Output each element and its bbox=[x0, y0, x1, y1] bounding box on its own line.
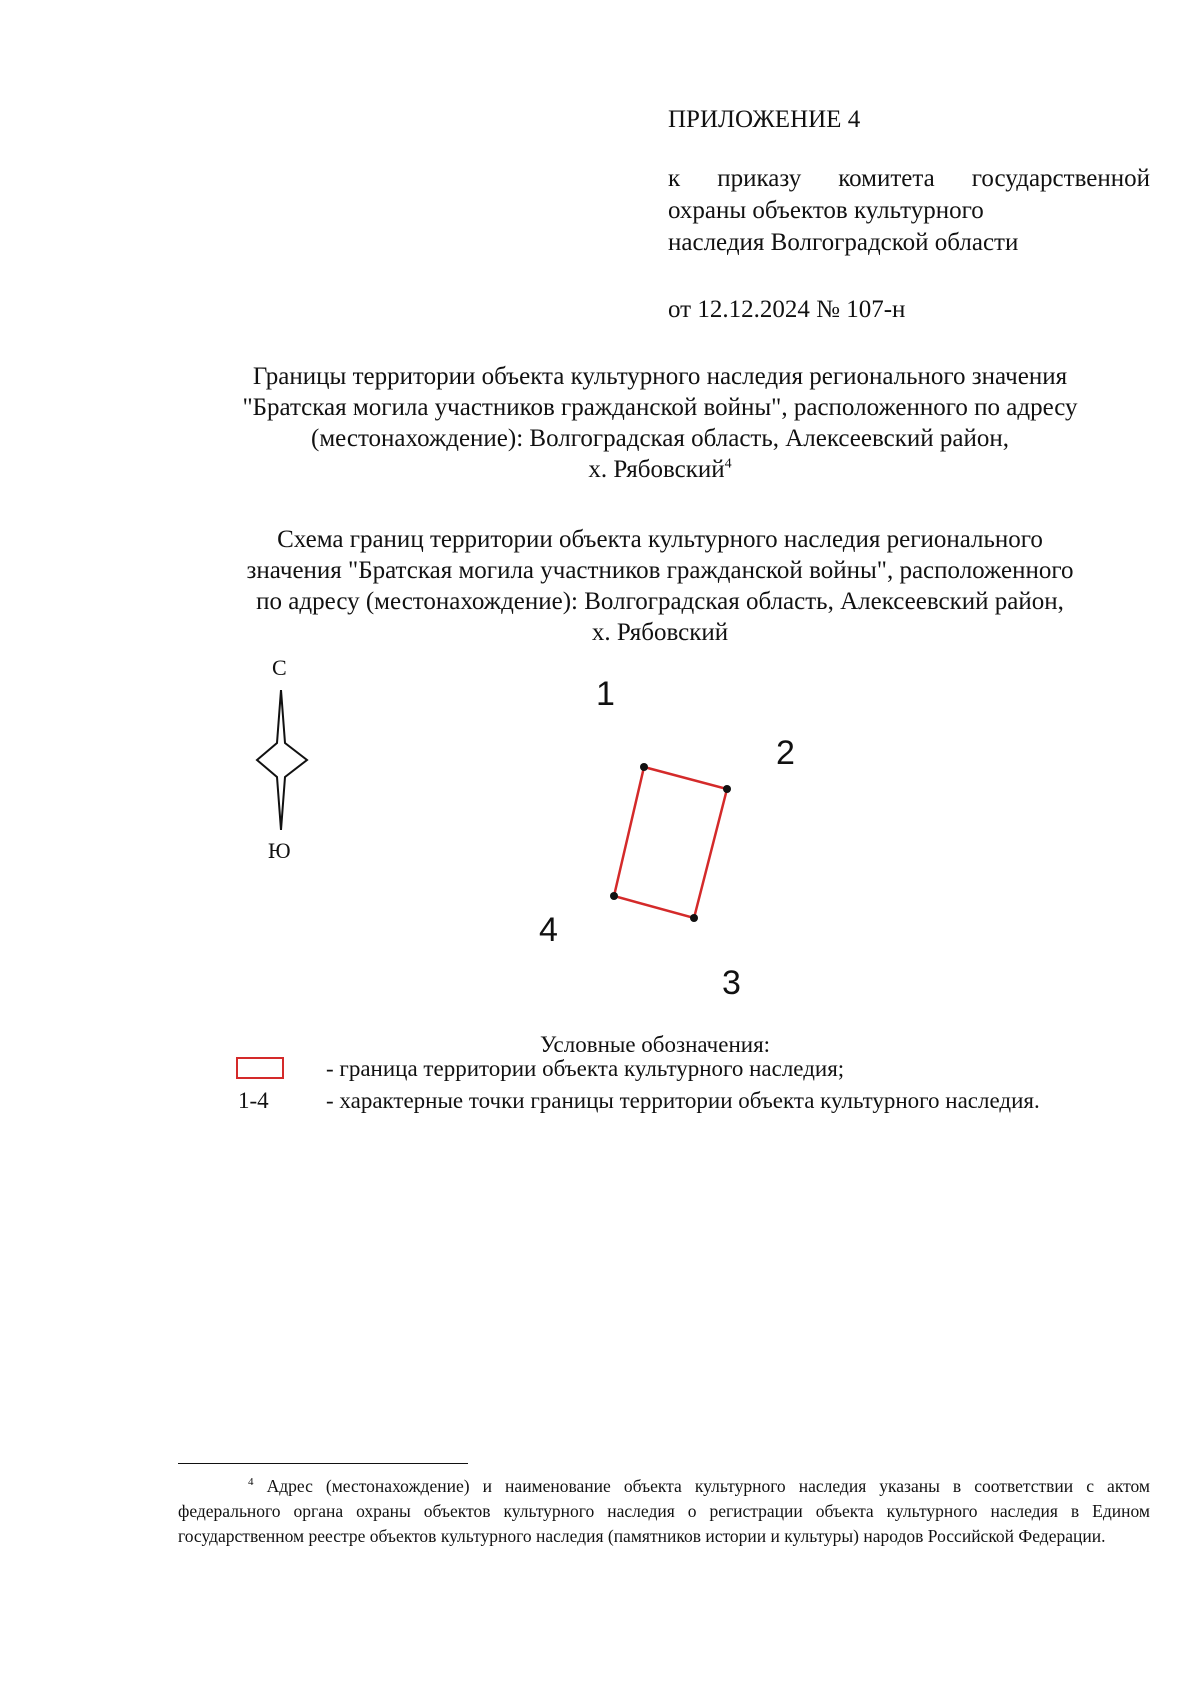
compass-rose-icon bbox=[252, 690, 312, 830]
order-date: от 12.12.2024 № 107-н bbox=[668, 296, 906, 323]
legend-title: Условные обозначения: bbox=[540, 1032, 771, 1057]
footnote-mark: 4 bbox=[248, 1476, 254, 1489]
legend-boundary-text: - граница территории объекта культурного наследия; bbox=[326, 1056, 845, 1081]
heading-line: значения "Братская могила участников гражданской войны", расположенного bbox=[246, 557, 1074, 584]
footnote bbox=[178, 1474, 1150, 1549]
order-reference-line3: наследия Волгоградской области bbox=[668, 229, 1019, 256]
order-reference-line1 bbox=[668, 163, 1150, 195]
point-label-3: 3 bbox=[722, 964, 741, 1000]
boundaries-heading bbox=[150, 361, 1170, 485]
boundary-polygon bbox=[614, 767, 727, 918]
heading-line: по адресу (местонахождение): Волгоградская область, Алексеевский район, bbox=[256, 588, 1064, 615]
boundary-scheme bbox=[520, 670, 820, 1000]
legend-points-label: 1-4 bbox=[238, 1088, 269, 1113]
order-word: государственной bbox=[971, 165, 1150, 192]
heading-line: Границы территории объекта культурного наследия регионального значения bbox=[252, 363, 1068, 390]
heading-line: (местонахождение): Волгоградская область, Алексеевский район, bbox=[311, 425, 1009, 452]
order-word: к bbox=[668, 165, 681, 192]
boundary-point-2 bbox=[723, 785, 731, 793]
boundary-point-1 bbox=[640, 763, 648, 771]
order-reference bbox=[668, 163, 1150, 259]
point-label-2: 2 bbox=[776, 734, 795, 772]
footnote-reference: 4 bbox=[724, 456, 732, 472]
order-word: комитета bbox=[838, 165, 935, 192]
legend-points-text: - характерные точки границы территории объекта культурного наследия. bbox=[326, 1088, 1040, 1113]
point-label-4: 4 bbox=[539, 911, 558, 949]
order-word: приказу bbox=[717, 165, 802, 192]
legend-boundary-swatch bbox=[236, 1057, 284, 1079]
compass-north-label: С bbox=[272, 655, 287, 680]
order-reference-line2: охраны объектов культурного bbox=[668, 197, 984, 224]
heading-line: х. Рябовский bbox=[588, 456, 725, 483]
appendix-title: ПРИЛОЖЕНИЕ 4 bbox=[668, 106, 861, 133]
compass-south-label: Ю bbox=[268, 838, 291, 863]
heading-line-last bbox=[150, 454, 1170, 485]
footnote-separator bbox=[178, 1463, 468, 1464]
boundary-point-3 bbox=[690, 914, 698, 922]
boundary-point-4 bbox=[610, 892, 618, 900]
footnote-text: Адрес (местонахождение) и наименование объекта культурного наследия указаны в соответствии с актом федерального органа охраны объектов культурного наследия о регистрации объекта культурного наследия в Едином государственном реестре объектов культурного наследия (памятников истории и культуры) народов Российской Федерации. bbox=[178, 1476, 1150, 1546]
heading-line: Схема границ территории объекта культурного наследия регионального bbox=[277, 526, 1043, 553]
scheme-heading bbox=[150, 524, 1170, 648]
heading-line: х. Рябовский bbox=[591, 619, 729, 646]
heading-line: "Братская могила участников гражданской войны", расположенного по адресу bbox=[242, 394, 1078, 421]
point-label-1: 1 bbox=[596, 675, 615, 713]
